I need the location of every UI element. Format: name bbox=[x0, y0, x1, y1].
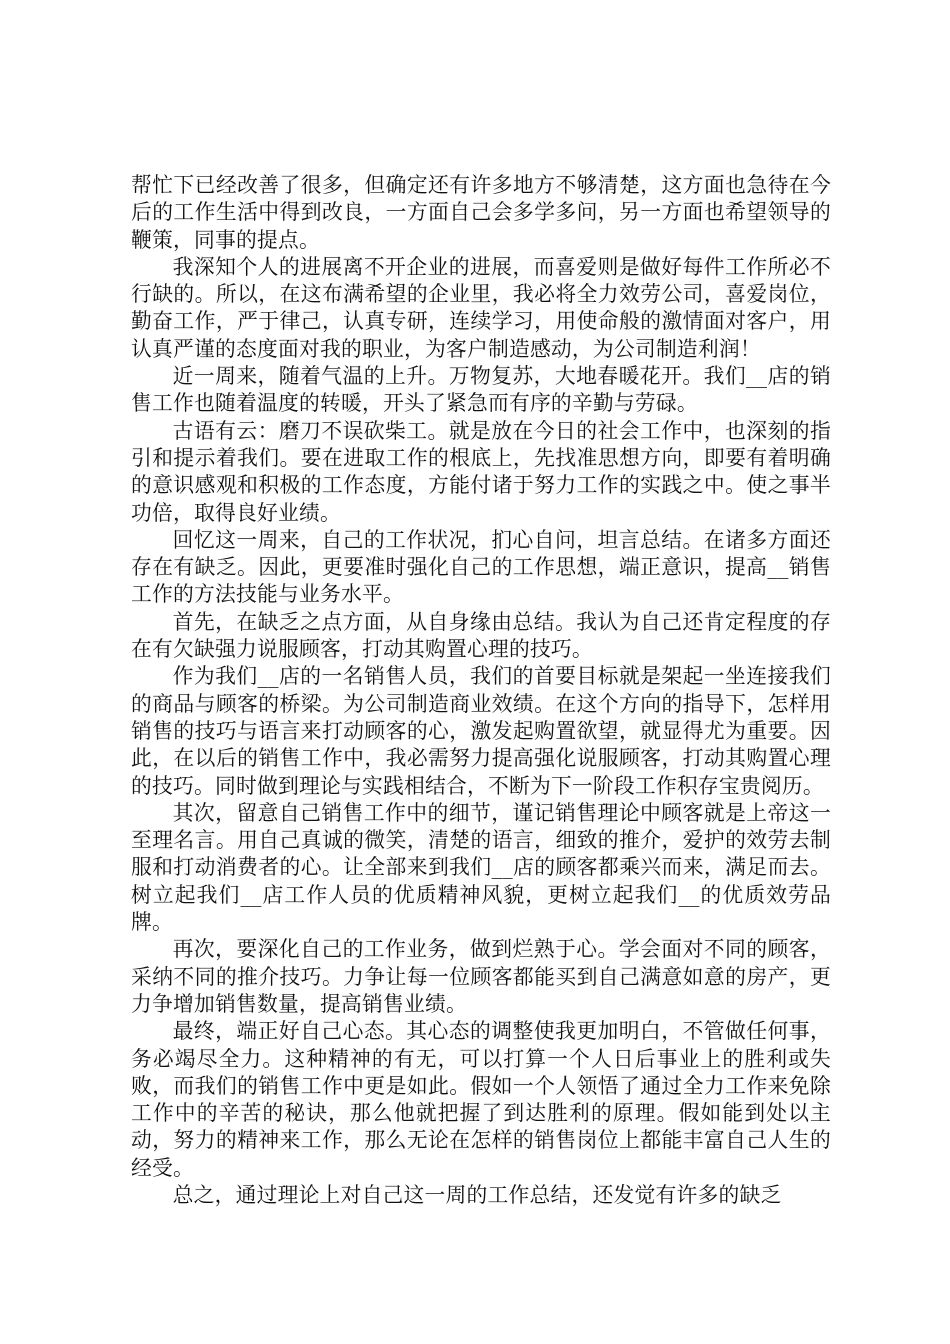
paragraph: 近一周来，随着气温的上升。万物复苏，大地春暖花开。我们__店的销售工作也随着温度的转暖，开头了紧急而有序的辛勤与劳碌。 bbox=[131, 364, 831, 416]
paragraph: 回忆这一周来，自己的工作状况，扪心自问，坦言总结。在诸多方面还存在有缺乏。因此，更要准时强化自己的工作思想，端正意识，提高__销售工作的方法技能与业务水平。 bbox=[131, 527, 831, 607]
paragraph: 我深知个人的进展离不开企业的进展，而喜爱则是做好每件工作所必不行缺的。所以，在这布满希望的企业里，我必将全力效劳公司，喜爱岗位，勤奋工作，严于律己，认真专研，连续学习，用使命般的激情面对客户，用认真严谨的态度面对我的职业，为客户制造感动，为公司制造利润！ bbox=[131, 254, 831, 361]
paragraph: 其次，留意自己销售工作中的细节，谨记销售理论中顾客就是上帝这一至理名言。用自己真诚的微笑，清楚的语言，细致的推介，爱护的效劳去制服和打动消费者的心。让全部来到我们__店的顾客都乘兴而来，满足而去。树立起我们__店工作人员的优质精神风貌，更树立起我们__的优质效劳品牌。 bbox=[131, 800, 831, 935]
paragraph-continuation: 帮忙下已经改善了很多，但确定还有许多地方不够清楚，这方面也急待在今后的工作生活中得到改良，一方面自己会多学多问，另一方面也希望领导的鞭策，同事的提点。 bbox=[131, 173, 831, 252]
paragraph: 最终，端正好自己心态。其心态的调整使我更加明白，不管做任何事，务必竭尽全力。这种精神的有无，可以打算一个人日后事业上的胜利或失败，而我们的销售工作中更是如此。假如一个人领悟了通过全力工作来免除工作中的辛苦的秘诀，那么他就把握了到达胜利的原理。假如能到处以主动，努力的精神来工作，那么无论在怎样的销售岗位上都能丰富自己人生的经受。 bbox=[131, 1019, 831, 1180]
document-body bbox=[131, 172, 831, 1209]
paragraph: 古语有云：磨刀不误砍柴工。就是放在今日的社会工作中，也深刻的指引和提示着我们。要在进取工作的根底上，先找准思想方向，即要有着明确的意识感观和积极的工作态度，方能付诸于努力工作的实践之中。使之事半功倍，取得良好业绩。 bbox=[131, 418, 831, 525]
paragraph: 再次，要深化自己的工作业务，做到烂熟于心。学会面对不同的顾客，采纳不同的推介技巧。力争让每一位顾客都能买到自己满意如意的房产，更力争增加销售数量，提高销售业绩。 bbox=[131, 937, 831, 1016]
paragraph-truncated: 总之，通过理论上对自己这一周的工作总结，还发觉有许多的缺乏 bbox=[172, 1182, 782, 1207]
paragraph: 首先，在缺乏之点方面，从自身缘由总结。我认为自己还肯定程度的存在有欠缺强力说服顾客，打动其购置心理的技巧。 bbox=[131, 609, 831, 662]
paragraph: 作为我们__店的一名销售人员，我们的首要目标就是架起一坐连接我们的商品与顾客的桥梁。为公司制造商业效绩。在这个方向的指导下，怎样用销售的技巧与语言来打动顾客的心，激发起购置欲望，就显得尤为重要。因此，在以后的销售工作中，我必需努力提高强化说服顾客，打动其购置心理的技巧。同时做到理论与实践相结合，不断为下一阶段工作积存宝贵阅历。 bbox=[131, 664, 831, 798]
